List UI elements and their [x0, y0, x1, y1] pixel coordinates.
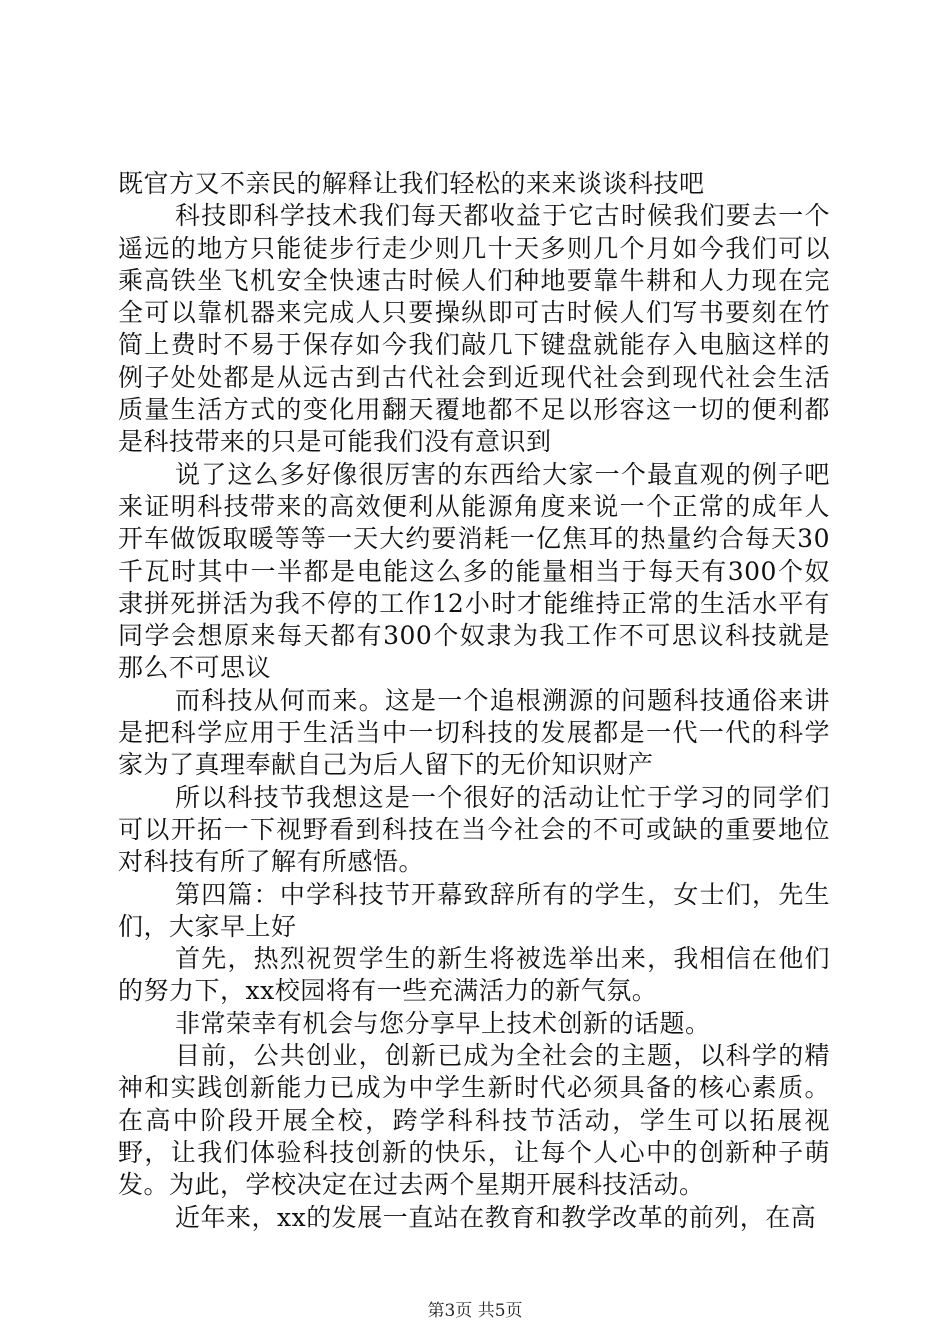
paragraph-3: 说了这么多好像很厉害的东西给大家一个最直观的例子吧来证明科技带来的高效便利从能源角度来说一个正常的成年人开车做饭取暖等等一天大约要消耗一亿焦耳的热量约合每天30千瓦时其中一半都是电能这么多的能量相当于每天有300个奴隶拼死拼活为我不停的工作12小时才能维持正常的生活水平有同学会想原来每天都有300个奴隶为我工作不可思议科技就是那么不可思议: [118, 459, 830, 683]
paragraph-5: 所以科技节我想这是一个很好的活动让忙于学习的同学们可以开拓一下视野看到科技在当今社会的不可或缺的重要地位对科技有所了解有所感悟。: [118, 782, 830, 877]
paragraph-9: 目前，公共创业，创新已成为全社会的主题，以科学的精神和实践创新能力已成为中学生新时代必须具备的核心素质。在高中阶段开展全校，跨学科科技节活动，学生可以拓展视野，让我们体验科技创新的快乐，让每个人心中的创新种子萌发。为此，学校决定在过去两个星期开展科技活动。: [118, 1041, 830, 1200]
paragraph-7: 首先，热烈祝贺学生的新生将被选举出来，我相信在他们的努力下，xx校园将有一些充满活力的新气氛。: [118, 944, 830, 1006]
paragraph-8: 非常荣幸有机会与您分享早上技术创新的话题。: [175, 1008, 711, 1038]
section-heading-paragraph: 第四篇：中学科技节开幕致辞所有的学生，女士们，先生们，大家早上好: [118, 879, 830, 941]
paragraph-4: 而科技从何而来。这是一个追根溯源的问题科技通俗来讲是把科学应用于生活当中一切科技的发展都是一代一代的科学家为了真理奉献自己为后人留下的无价知识财产: [118, 685, 830, 780]
document-body: [118, 168, 830, 1234]
page-number-footer: 第3页 共5页: [427, 1301, 523, 1321]
paragraph-1: 既官方又不亲民的解释让我们轻松的来来谈谈科技吧: [118, 169, 705, 198]
paragraph-10: 近年来，xx的发展一直站在教育和教学改革的前列，在高: [175, 1202, 817, 1232]
paragraph-2: 科技即科学技术我们每天都收益于它古时候我们要去一个遥远的地方只能徒步行走少则几十天多则几个月如今我们可以乘高铁坐飞机安全快速古时候人们种地要靠牛耕和人力现在完全可以靠机器来完成人只要操纵即可古时候人们写书要刻在竹简上费时不易于保存如今我们敲几下键盘就能存入电脑这样的例子处处都是从远古到古代社会到近现代社会到现代社会生活质量生活方式的变化用翻天覆地都不足以形容这一切的便利都是科技带来的只是可能我们没有意识到: [118, 201, 830, 457]
